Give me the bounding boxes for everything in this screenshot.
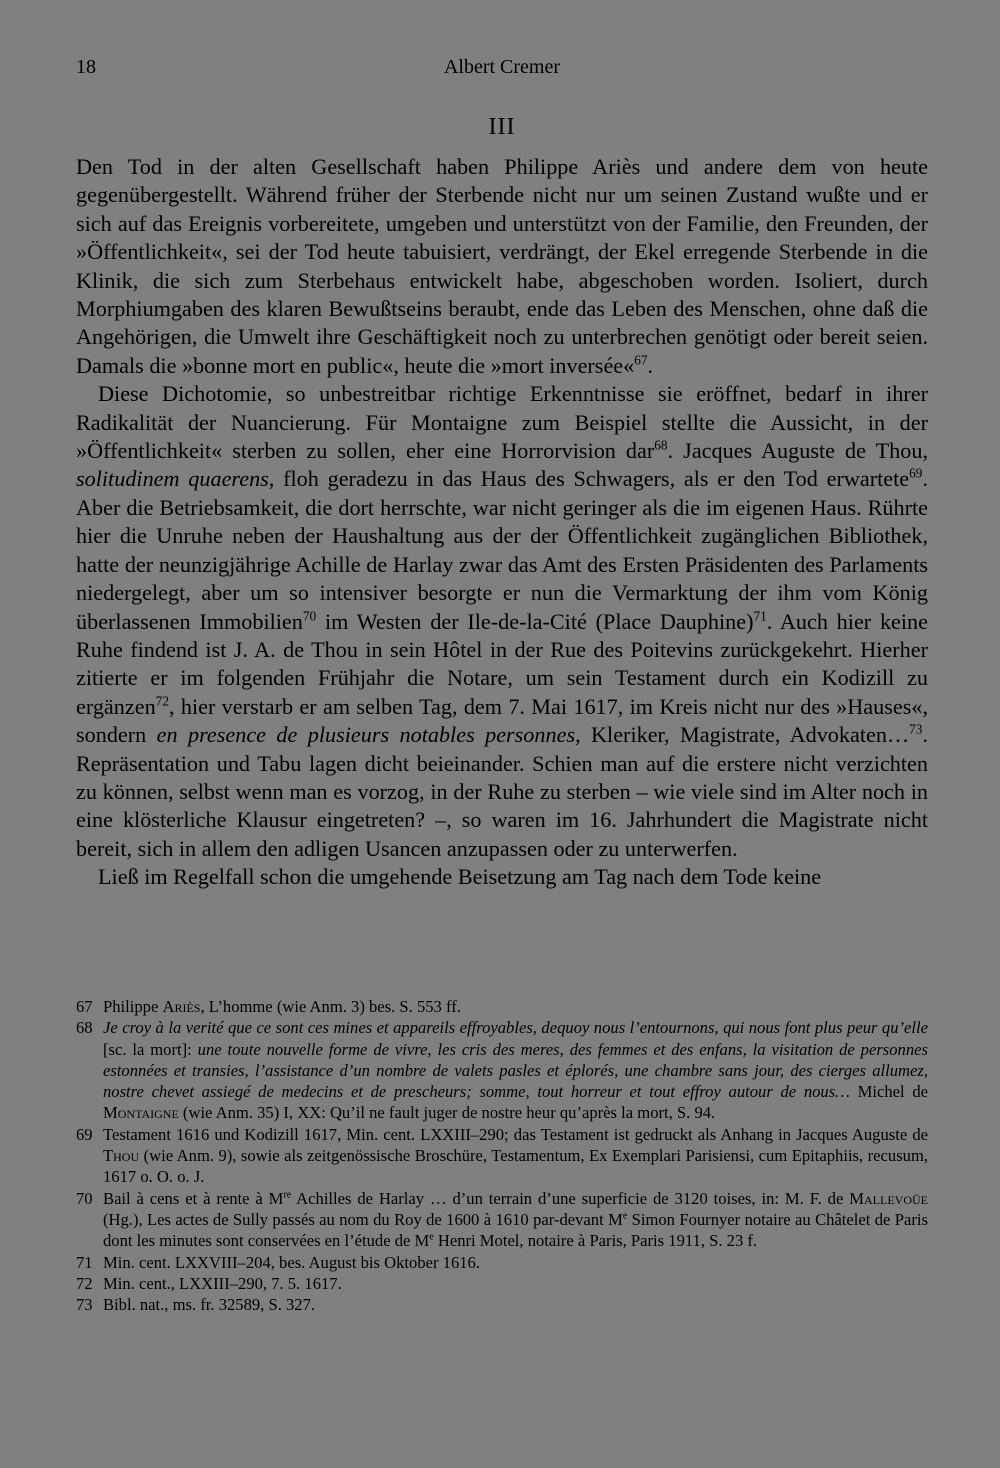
- text-run: Den Tod in der alten Gesellschaft haben Philippe Ariès und andere dem von heute gegenübergestellt. Während früher der Sterbende nicht nur um seinen Zustand wußte und er sich auf das Ereignis vorbereitete, umgeben und unterstützt von der Familie, den Freunden, der »Öffentlichkeit«, sei der Tod heute tabuisiert, verdrängt, der Ekel erregende Sterbende in die Klinik, die sich zum Sterbehaus entwickelt habe, abgeschoben worden. Isoliert, durch Morphiumgaben des klaren Bewußtseins beraubt, ende das Leben des Menschen, ohne daß die Angehörigen, die Umwelt ihre Geschäftigkeit noch zu unterbrechen genötigt oder bereit seien. Damals die »bonne mort en public«, heute die »mort inversée«: [76, 154, 928, 378]
- footnote-text: Bibl. nat., ms. fr. 32589, S. 327.: [103, 1295, 316, 1315]
- text-run: Testament 1616 und Kodizill 1617, Min. cent. LXXIII–290; das Testament ist gedruckt als Anhang in Jacques Auguste de: [103, 1124, 928, 1144]
- text-run: im Westen der Ile-de-la-Cité (Place Dauphine): [316, 608, 754, 634]
- quotation: Je croy à la verité que ce sont ces mines et appareils effroyables, dequoy nous l’entournons, qui nous font plus peur qu’elle: [103, 1018, 928, 1038]
- author-name: Thou: [103, 1146, 140, 1166]
- author-name: Montaigne: [103, 1103, 179, 1123]
- footnote-number: 68: [76, 1018, 93, 1038]
- footnote-ref-73: 73: [909, 721, 923, 737]
- text-run: . Repräsentation und Tabu lagen dicht beieinander. Schien man auf die erstere nicht verzichten zu können, selbst wenn man es vorzog, in der Ruhe zu sterben – wie viele sind im Alter noch in eine klösterliche Klausur eingetreten? –, so waren im 16. Jahrhundert die Magistrate nicht bereit, sich in allem den adligen Usancen anzupassen oder zu unterwerfen.: [76, 722, 928, 861]
- footnote-ref-67: 67: [634, 352, 648, 368]
- footnote-69: [76, 1124, 928, 1188]
- quotation: une toute nouvelle forme de vivre, les cris des meres, des femmes et des enfans, la visitation de personnes estonnées et transies, l’assistance d’un nombre de valets pasles et éplorés, une chambre sans jour, des cierges allumez, nostre chevet assiegé de medecins et de prescheurs; somme, tout horreur et tout effroy autour de nous…: [103, 1039, 928, 1102]
- footnote-73: [76, 1294, 928, 1315]
- text-run: . Aber die Betriebsamkeit, die dort herrschte, war nicht geringer als die im eigenen Haus. Rührte hier die Unruhe neben der Haushaltung aus der der Öffentlichkeit zugänglichen Bibliothek, hatte der neunzigjährige Achille de Harlay zwar das Amt des Ersten Präsidenten des Parlaments niedergelegt, aber um so intensiver besorgte er nun die Vermarktung der ihm vom König überlassenen Immobilien: [76, 466, 928, 634]
- superscript: re: [283, 1189, 292, 1201]
- footnote-ref-70: 70: [302, 608, 317, 624]
- footnote-number: 73: [76, 1295, 93, 1315]
- paragraph-3: Ließ im Regelfall schon die umgehende Beisetzung am Tag nach dem Tode keine: [98, 864, 822, 890]
- footnote-number: 69: [76, 1124, 93, 1144]
- footnote-ref-68: 68: [654, 437, 668, 453]
- footnote-number: 71: [76, 1252, 93, 1272]
- footnote-number: 70: [76, 1188, 93, 1208]
- text-run: Henri Motel, notaire à Paris, Paris 1911, S. 23 f.: [433, 1231, 758, 1251]
- text-run: . Jacques Auguste de Thou,: [667, 438, 928, 464]
- footnote-70: [76, 1188, 928, 1252]
- text-run: , L’homme (wie Anm. 3) bes. S. 553 ff.: [200, 997, 461, 1016]
- footnote-72: [76, 1273, 928, 1294]
- text-run: Philippe: [103, 997, 163, 1016]
- text-run: (Hg.), Les actes de Sully passés au nom du Roy de 1600 à 1610 par-devant M: [103, 1209, 623, 1229]
- italic-phrase: solitudinem quaerens,: [76, 466, 275, 492]
- running-head: [76, 56, 928, 84]
- footnote-68: [76, 1017, 928, 1123]
- italic-phrase: en presence de plusieurs notables personnes,: [156, 722, 581, 748]
- footnote-71: [76, 1252, 928, 1273]
- footnote-text: Min. cent. LXXVIII–204, bes. August bis Oktober 1616.: [103, 1252, 481, 1272]
- footnotes: [76, 996, 928, 1315]
- running-title: Albert Cremer: [443, 56, 561, 78]
- text-run: [sc. la mort]:: [103, 1039, 198, 1059]
- text-run: (wie Anm. 35) I, XX: Qu’il ne fault juger de nostre heur qu’après la mort, S. 94.: [178, 1103, 716, 1123]
- paragraph-1: [76, 153, 928, 380]
- text-run: Simon Fournyer notaire au Châtelet de Paris dont les minutes sont conservées en l’étude de M: [103, 1209, 928, 1251]
- text-run: Michel de: [849, 1082, 928, 1102]
- superscript: e: [429, 1231, 434, 1243]
- text-run: Kleriker, Magistrate, Advokaten…: [580, 722, 910, 748]
- footnote-ref-71: 71: [753, 608, 767, 624]
- text-run: . Auch hier keine Ruhe findend ist J. A. de Thou in sein Hôtel in der Rue des Poitevins zurückgekehrt. Hierher zitierte er im folgenden Frühjahr die Notare, um sein Testament durch ein Kodizill zu ergänzen: [76, 608, 928, 719]
- author-name: Mallevoüe: [849, 1188, 928, 1208]
- footnote-ref-69: 69: [909, 466, 923, 482]
- section-heading: III: [488, 114, 516, 140]
- text-run: , hier verstarb er am selben Tag, dem 7. Mai 1617, im Kreis nicht nur des »Hauses«, sondern: [76, 693, 928, 748]
- footnote-number: 72: [76, 1273, 93, 1293]
- footnote-number: 67: [76, 997, 93, 1016]
- text-run: Achilles de Harlay … d’un terrain d’une superficie de 3120 toises, in: M. F. de: [291, 1188, 850, 1208]
- body-text: [76, 153, 928, 892]
- footnote-text: Min. cent., LXXIII–290, 7. 5. 1617.: [103, 1273, 342, 1293]
- text-run: (wie Anm. 9), sowie als zeitgenössische Broschüre, Testamentum, Ex Exemplari Parisiensi, cum Epitaphiis, recusum, 1617 o. O. o. J.: [103, 1146, 928, 1187]
- superscript: e: [622, 1210, 628, 1222]
- footnote-ref-72: 72: [155, 693, 169, 709]
- paragraph-2: [76, 380, 928, 863]
- text-run: floh geradezu in das Haus des Schwagers, als er den Tod erwartete: [274, 466, 910, 492]
- page-number: 18: [76, 56, 96, 78]
- text-run: Diese Dichotomie, so unbestreitbar richtige Erkenntnisse sie eröffnet, bedarf in ihrer Radikalität der Nuancierung. Für Montaigne zum Beispiel stellte die Aussicht, in der »Öffentlichkeit« sterben zu sollen, eher eine Horrorvision dar: [76, 381, 928, 464]
- text-run: .: [647, 352, 654, 378]
- text-run: Bail à cens et à rente à M: [103, 1188, 284, 1208]
- author-name: Ariès: [162, 997, 201, 1016]
- footnote-67: [76, 996, 928, 1017]
